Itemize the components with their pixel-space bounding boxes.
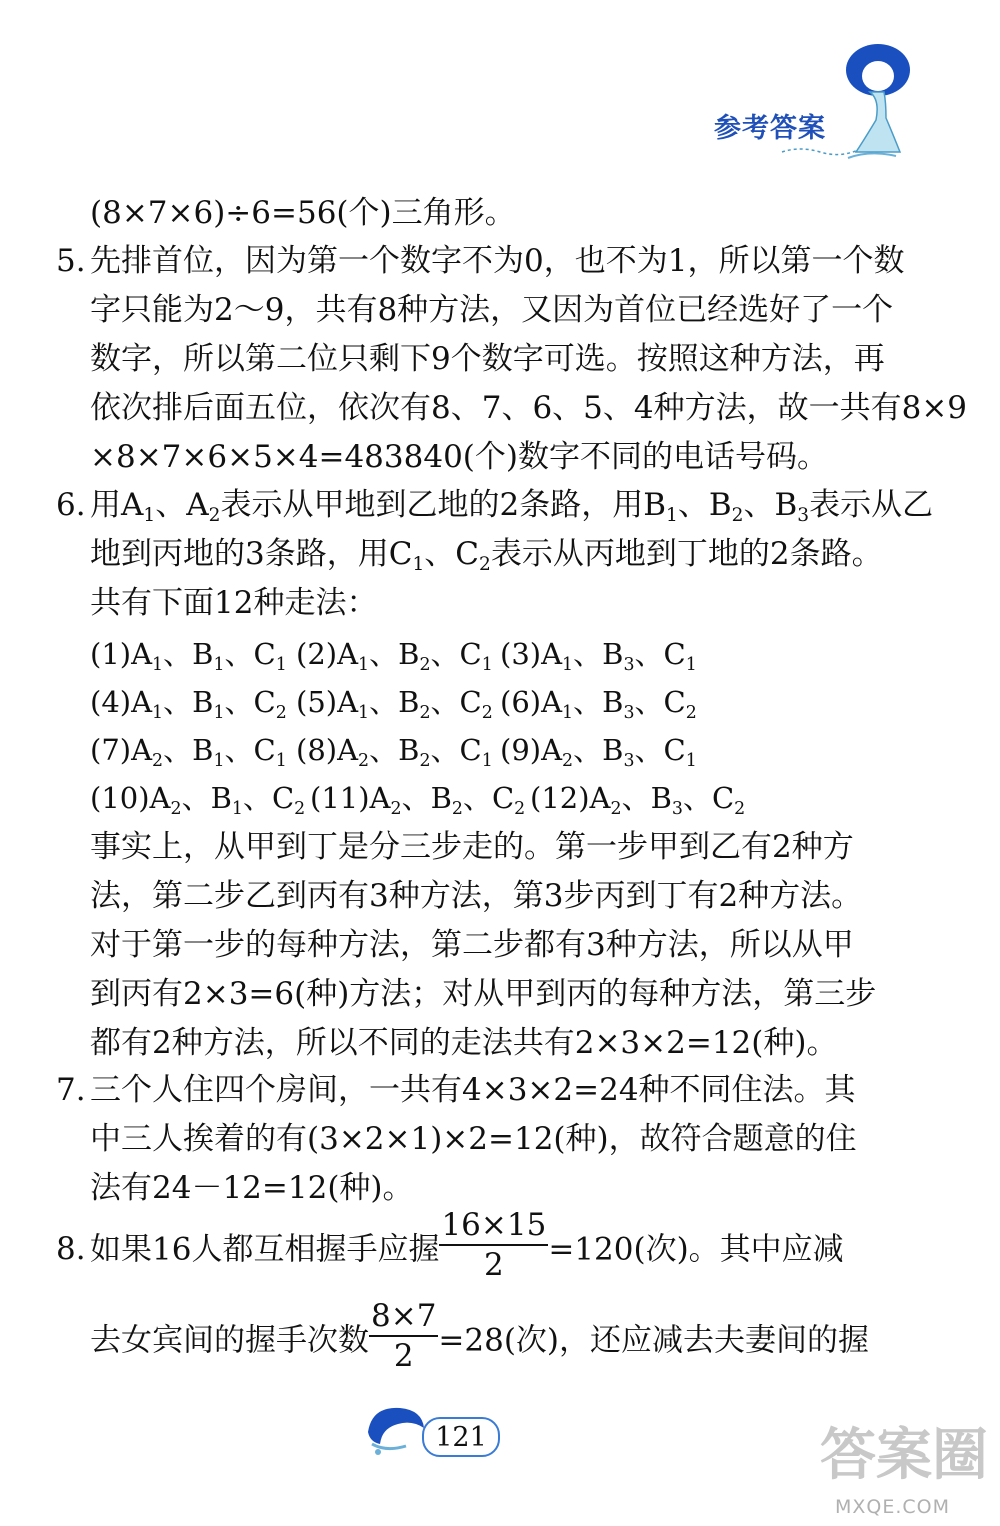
q7-line-3: 法有24－12=12(种)。 [90,1170,414,1206]
header-underline-dots [780,144,860,158]
path-item: $(8)A_2$、$B_2$、$C_1$ [296,733,493,771]
path-item: $(9)A_2$、$B_3$、$C_1$ [500,733,697,771]
q6-line-3: 共有下面12种走法： [90,585,378,621]
path-item: $(12)A_2$、$B_3$、$C_2$ [530,781,746,819]
q5-line-5: ×8×7×6×5×4=483840(个)数字不同的电话号码。 [90,439,828,475]
svg-text:答案圈: 答案圈 [820,1423,988,1488]
q7-line-1: 三个人住四个房间，一共有4×3×2=24种不同住法。其 [90,1072,856,1108]
watermark-url: MXQE.COM [835,1496,951,1518]
q7-number: 7. [56,1072,86,1108]
page-number-badge [422,1417,500,1457]
path-item: $(4)A_1$、$B_1$、$C_2$ [90,685,287,723]
path-item: $(10)A_2$、$B_1$、$C_2$ [90,781,306,819]
q6-number: 6. [56,487,86,523]
q6-line-2: 地到丙地的3条路，用$C_1$、$C_2$表示从丙地到丁地的2条路。 [90,536,883,575]
wave-decoration-icon [362,1398,432,1458]
q5-line-4: 依次排后面五位，依次有8、7、6、5、4种方法，故一共有8×9 [90,390,968,426]
page-number: 121 [435,1422,487,1453]
q5-line-2: 字只能为2～9，共有8种方法，又因为首位已经选好了一个 [90,292,894,328]
q6-explain-3: 对于第一步的每种方法，第二步都有3种方法，所以从甲 [90,927,854,963]
q6-explain-1: 事实上，从甲到丁是分三步走的。第一步甲到乙有2种方 [90,829,854,865]
watermark [780,1412,990,1517]
q6-line-1: 用$A_1$、$A_2$表示从甲地到乙地的2条路，用$B_1$、$B_2$、$B_3$表示从乙 [90,487,934,526]
q5-number: 5. [56,243,86,279]
q6-explain-4: 到丙有2×3=6(种)方法；对从甲到丙的每种方法，第三步 [90,976,877,1012]
path-item: $(3)A_1$、$B_3$、$C_1$ [500,637,697,675]
q5-line-1: 先排首位，因为第一个数字不为0，也不为1，所以第一个数 [90,243,905,279]
q7-line-2: 中三人挨着的有(3×2×1)×2=12(种)，故符合题意的住 [90,1121,857,1157]
fraction: $\frac{16\times 15}{2}$ [441,1207,547,1284]
path-item: $(11)A_2$、$B_2$、$C_2$ [310,781,526,819]
path-item: $(7)A_2$、$B_1$、$C_1$ [90,733,287,771]
q6-explain-2: 法，第二步乙到丙有3种方法，第3步丙到丁有2种方法。 [90,878,863,914]
header-title: 参考答案 [714,113,826,144]
q8-line-2: 去女宾间的握手次数 $\frac{8\times 7}{2}$ =28(次)，还应减去夫妻间的握 [90,1298,870,1375]
fraction: $\frac{8\times 7}{2}$ [371,1298,437,1375]
path-item: $(6)A_1$、$B_3$、$C_2$ [500,685,697,723]
path-item: $(1)A_1$、$B_1$、$C_1$ [90,637,287,675]
q6-explain-5: 都有2种方法，所以不同的走法共有2×3×2=12(种)。 [90,1025,838,1061]
q8-line-1: 如果16人都互相握手应握 $\frac{16\times 15}{2}$ =120(次)。其中应减 [90,1207,844,1284]
path-item: $(5)A_1$、$B_2$、$C_2$ [296,685,493,723]
q8-number: 8. [56,1231,86,1267]
watermark-logo-icon [780,1412,990,1492]
page-header [700,40,960,170]
q5-line-3: 数字，所以第二位只剩下9个数字可选。按照这种方法，再 [90,341,885,377]
path-item: $(2)A_1$、$B_2$、$C_1$ [296,637,493,675]
intro-line: (8×7×6)÷6=56(个)三角形。 [90,195,516,231]
